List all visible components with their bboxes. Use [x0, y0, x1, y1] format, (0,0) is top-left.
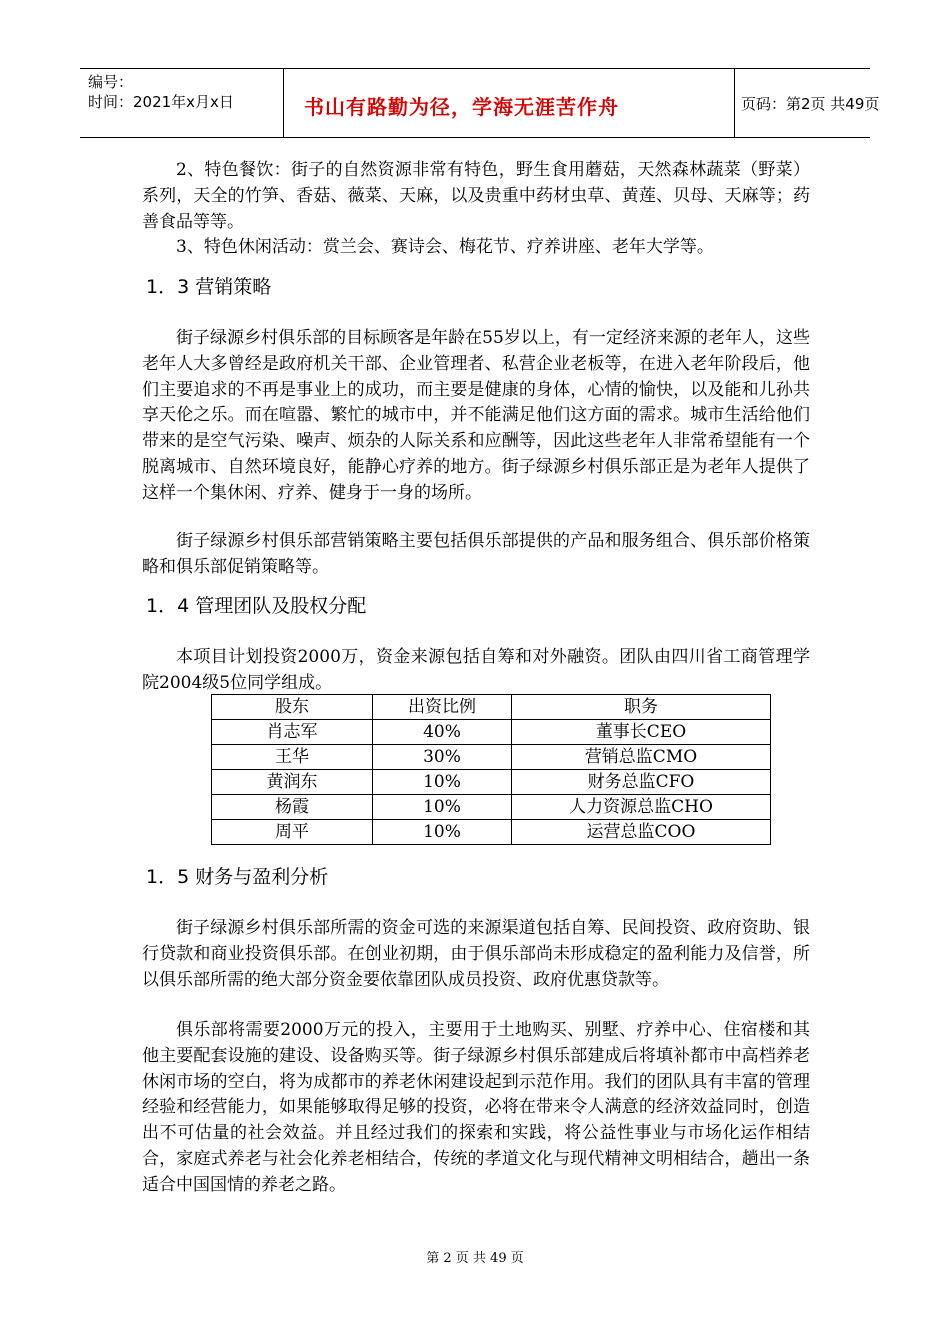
page-footer: 第 2 页 共 49 页: [426, 1251, 524, 1266]
heading-marketing: 1．3 营销策略: [146, 276, 272, 298]
table-cell-position: 财务总监CFO: [512, 770, 771, 795]
table-cell-share: 10%: [373, 795, 512, 820]
heading-team: 1．4 管理团队及股权分配: [146, 595, 367, 617]
header-motto: 书山有路勤为径，学海无涯苦作舟: [304, 95, 619, 119]
table-cell-position: 人力资源总监CHO: [512, 795, 771, 820]
header-page-info: 页码：第2页 共49页: [741, 95, 880, 113]
header-left-cell: [80, 69, 284, 137]
table-cell-share: 40%: [373, 720, 512, 745]
header-motto-cell: [284, 69, 735, 137]
table-header-row: [212, 695, 771, 720]
shareholder-table: [211, 694, 771, 845]
paragraph-finance-1: 街子绿源乡村俱乐部所需的资金可选的来源渠道包括自筹、民间投资、政府资助、银行贷款和商业投资俱乐部。在创业初期，由于俱乐部尚未形成稳定的盈利能力及信誉，所以俱乐部所需的绝大部分资金要依靠团队成员投资、政府优惠贷款等。: [142, 918, 810, 990]
paragraph-finance-2: 俱乐部将需要2000万元的投入，主要用于土地购买、别墅、疗养中心、住宿楼和其他主要配套设施的建设、设备购买等。街子绿源乡村俱乐部建成后将填补都市中高档养老休闲市场的空白，将为成都市的养老休闲建设起到示范作用。我们的团队具有丰富的管理经验和经营能力，如果能够取得足够的投资，必将在带来令人满意的经济效益同时，创造出不可估量的社会效益。并且经过我们的探索和实践，将公益性事业与市场化运作相结合，家庭式养老与社会化养老相结合，传统的孝道文化与现代精神文明相结合，趟出一条适合中国国情的养老之路。: [142, 1020, 810, 1195]
table-cell-share: 10%: [373, 770, 512, 795]
document-number-label: 编号：: [88, 73, 134, 91]
table-header-cell: 职务: [512, 695, 771, 720]
paragraph-marketing-1: 街子绿源乡村俱乐部的目标顾客是年龄在55岁以上，有一定经济来源的老年人，这些老年人大多曾经是政府机关干部、企业管理者、私营企业老板等，在进入老年阶段后，他们主要追求的不再是事业上的成功，而主要是健康的身体，心情的愉快，以及能和儿孙共享天伦之乐。而在喧嚣、繁忙的城市中，并不能满足他们这方面的需求。城市生活给他们带来的是空气污染、噪声、烦杂的人际关系和应酬等，因此这些老年人非常希望能有一个脱离城市、自然环境良好，能静心疗养的地方。街子绿源乡村俱乐部正是为老年人提供了这样一个集休闲、疗养、健身于一身的场所。: [142, 328, 810, 503]
table-cell-shareholder: 黄润东: [212, 770, 373, 795]
table-row: [212, 820, 771, 845]
paragraph-team: 本项目计划投资2000万，资金来源包括自筹和对外融资。团队由四川省工商管理学院2004级5位同学组成。: [142, 647, 810, 693]
page-header: [80, 68, 880, 138]
table-cell-position: 营销总监CMO: [512, 745, 771, 770]
table-header-cell: 股东: [212, 695, 373, 720]
table-cell-position: 董事长CEO: [512, 720, 771, 745]
table-row: [212, 770, 771, 795]
table-cell-shareholder: 王华: [212, 745, 373, 770]
heading-finance: 1．5 财务与盈利分析: [146, 866, 329, 888]
table-cell-shareholder: 周平: [212, 820, 373, 845]
table-cell-share: 30%: [373, 745, 512, 770]
header-page-cell: [735, 69, 880, 137]
table-cell-shareholder: 肖志军: [212, 720, 373, 745]
table-cell-position: 运营总监COO: [512, 820, 771, 845]
table-cell-shareholder: 杨霞: [212, 795, 373, 820]
document-time-label: 时间：2021年x月x日: [88, 93, 234, 111]
paragraph-leisure: 3、特色休闲活动：赏兰会、赛诗会、梅花节、疗养讲座、老年大学等。: [176, 237, 714, 257]
table-row: [212, 745, 771, 770]
table-row: [212, 795, 771, 820]
paragraph-catering: 2、特色餐饮：街子的自然资源非常有特色，野生食用蘑菇，天然森林蔬菜（野菜）系列，天全的竹笋、香菇、薇菜、天麻，以及贵重中药材虫草、黄莲、贝母、天麻等；药善食品等等。: [142, 160, 810, 232]
table-row: [212, 720, 771, 745]
table-cell-share: 10%: [373, 820, 512, 845]
paragraph-marketing-2: 街子绿源乡村俱乐部营销策略主要包括俱乐部提供的产品和服务组合、俱乐部价格策略和俱乐部促销策略等。: [142, 531, 810, 577]
table-header-cell: 出资比例: [373, 695, 512, 720]
